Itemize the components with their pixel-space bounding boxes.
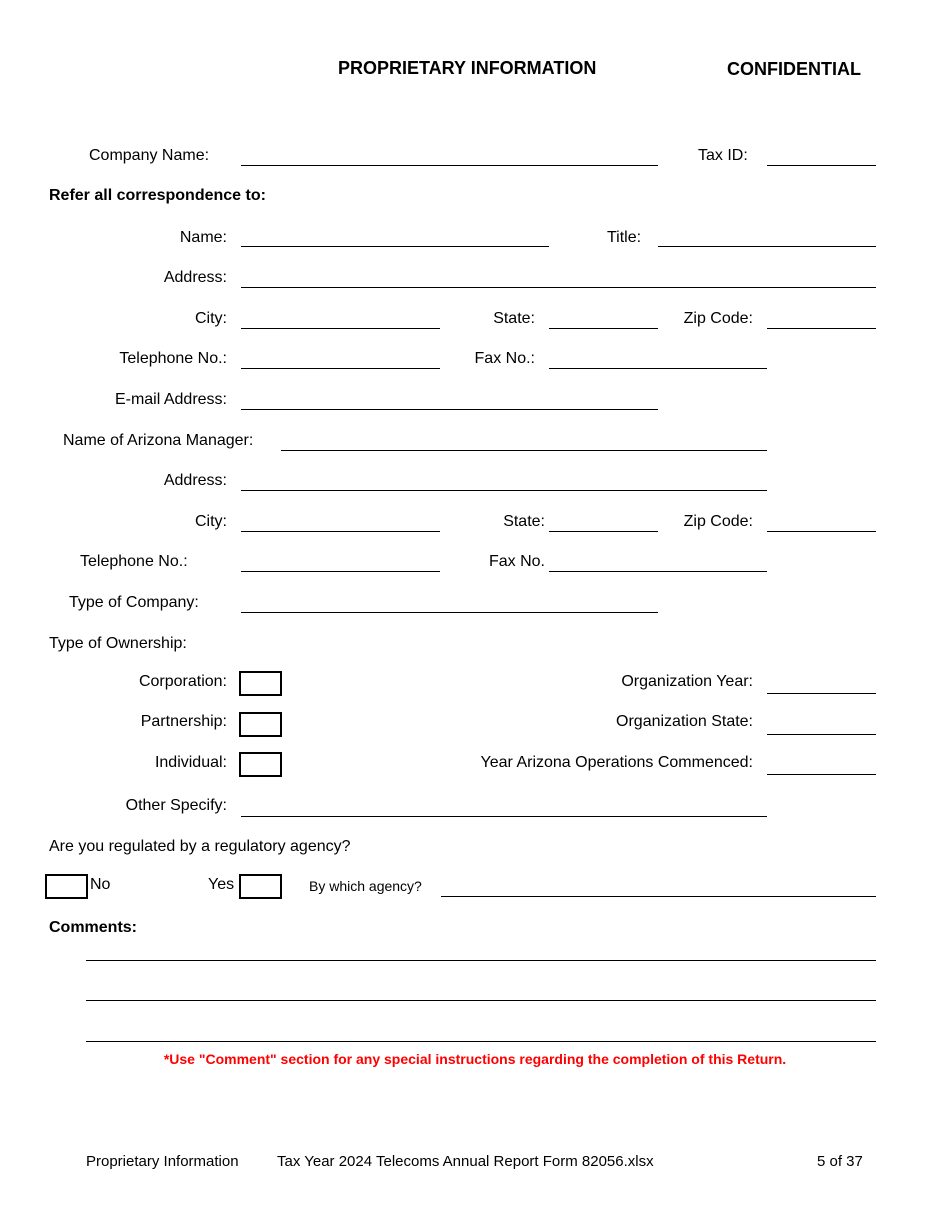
org-year-label: Organization Year: [621, 673, 753, 690]
comment-line-3[interactable] [86, 1041, 876, 1042]
manager-address-field[interactable] [241, 490, 767, 491]
company-name-field[interactable] [241, 165, 658, 166]
manager-zip-field[interactable] [767, 531, 876, 532]
manager-state-field[interactable] [549, 531, 658, 532]
telephone-field[interactable] [241, 368, 440, 369]
refer-correspondence-heading: Refer all correspondence to: [49, 187, 266, 204]
comment-line-2[interactable] [86, 1000, 876, 1001]
org-state-field[interactable] [767, 734, 876, 735]
individual-checkbox[interactable] [239, 752, 282, 777]
regulated-question: Are you regulated by a regulatory agency? [49, 838, 351, 855]
address-field[interactable] [241, 287, 876, 288]
address-label: Address: [163, 269, 227, 286]
title-field[interactable] [658, 246, 876, 247]
confidential-header: CONFIDENTIAL [727, 59, 861, 79]
other-specify-field[interactable] [241, 816, 767, 817]
manager-zip-label: Zip Code: [683, 513, 753, 530]
comments-heading: Comments: [49, 919, 138, 936]
partnership-checkbox[interactable] [239, 712, 282, 737]
az-manager-field[interactable] [281, 450, 767, 451]
fax-label: Fax No.: [474, 350, 535, 367]
other-specify-label: Other Specify: [125, 797, 227, 814]
manager-state-label: State: [503, 513, 545, 530]
corporation-label: Corporation: [138, 673, 227, 690]
individual-label: Individual: [154, 754, 227, 771]
company-type-label: Type of Company: [69, 594, 199, 611]
az-manager-label: Name of Arizona Manager: [63, 432, 254, 449]
footer-left: Proprietary Information [86, 1153, 239, 1170]
manager-city-field[interactable] [241, 531, 440, 532]
zip-code-label: Zip Code: [683, 310, 753, 327]
name-label: Name: [179, 229, 227, 246]
footer-filename: Tax Year 2024 Telecoms Annual Report Form 82056.xlsx [277, 1153, 654, 1170]
email-field[interactable] [241, 409, 658, 410]
name-field[interactable] [241, 246, 549, 247]
partnership-label: Partnership: [140, 713, 227, 730]
manager-telephone-field[interactable] [241, 571, 440, 572]
tax-id-field[interactable] [767, 165, 876, 166]
footer-page-number: 5 of 37 [817, 1153, 863, 1170]
city-label: City: [195, 310, 227, 327]
telephone-label: Telephone No.: [119, 350, 227, 367]
state-field[interactable] [549, 328, 658, 329]
manager-city-label: City: [195, 513, 227, 530]
tax-id-label: Tax ID: [698, 147, 748, 164]
az-ops-commenced-field[interactable] [767, 774, 876, 775]
company-type-field[interactable] [241, 612, 658, 613]
no-checkbox[interactable] [45, 874, 88, 899]
manager-address-label: Address: [163, 472, 227, 489]
email-label: E-mail Address: [114, 391, 227, 408]
zip-code-field[interactable] [767, 328, 876, 329]
manager-fax-label: Fax No. [488, 553, 545, 570]
no-label: No [90, 876, 111, 893]
fax-field[interactable] [549, 368, 767, 369]
manager-fax-field[interactable] [549, 571, 767, 572]
org-state-label: Organization State: [616, 713, 753, 730]
yes-checkbox[interactable] [239, 874, 282, 899]
az-ops-commenced-label: Year Arizona Operations Commenced: [480, 754, 753, 771]
state-label: State: [493, 310, 535, 327]
org-year-field[interactable] [767, 693, 876, 694]
ownership-heading: Type of Ownership: [49, 635, 187, 652]
comment-instruction-note: *Use "Comment" section for any special instructions regarding the completion of this Return. [163, 1051, 787, 1067]
corporation-checkbox[interactable] [239, 671, 282, 696]
comment-line-1[interactable] [86, 960, 876, 961]
agency-label: By which agency? [309, 878, 422, 894]
company-name-label: Company Name: [89, 147, 210, 164]
title-label: Title: [607, 229, 642, 246]
city-field[interactable] [241, 328, 440, 329]
yes-label: Yes [208, 876, 235, 893]
manager-telephone-label: Telephone No.: [80, 553, 188, 570]
agency-field[interactable] [441, 896, 876, 897]
proprietary-header: PROPRIETARY INFORMATION [338, 58, 597, 78]
